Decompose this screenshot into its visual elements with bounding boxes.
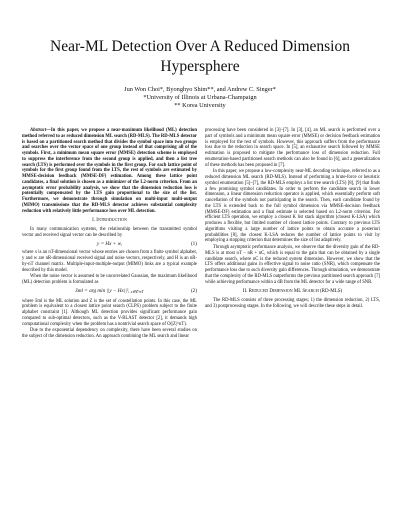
- abstract: [22, 128, 197, 214]
- equation-1: [22, 242, 197, 248]
- intro-paragraph-7: In this paper, we propose a low-complexity near-ML decoding technique, referred to as a reduced dimension ML search (RD-MLS). Instead of performing a brute-force or heuristic symbol enumeration [5]–[7], the RD-MLS employs a list tree search (LTS) [8], [9] that finds a few promising symbol candidates. In order to perform the candidate search in lower dimension, a linear dimension reduction operator is applied, which essentially perform soft cancellation of the symbols not participating in the search. Then, each candidate found by the LTS is extended back to the full symbol dimension via MMSE-decision feedback (MMSE-DF) estimation and a final estimate is selected based on L2-norm criterion. For efficient LTS operation, we employ a closest K list stack algorithm (closest K-LSA) which produces a flexible, but limited number of closest lattice points. Contrary to previous LTS algorithms visiting a large number of lattice points to obtain accurate a posteriori probabilities [8], the closest K-LSA reduces the number of lattice points to visit by employing a stopping criterion that determines the size of list adaptively.: [205, 169, 380, 244]
- section-2-paragraph-1: The RD-MLS consists of three processing stages; 1) the dimension reduction, 2) LTS, and 3) postprocessing stages. In the following, we will describe these steps in detail.: [205, 298, 380, 309]
- intro-paragraph-3: When the noise vector is assumed to be uncorrelated Gaussian, the maximum likelihood (ML) detection problem is formulated as: [22, 274, 197, 285]
- intro-paragraph-8: Through asymptotic performance analysis, we observe that the diversity gain of the RD-MLS is at most nT − nR + nC, which is equal to the gain that can be obtained by a single candidate search, where nC is the reduced system dimension. However, we show that the LTS offers additional gains in effective signal to noise ratio (SNR), which compensate the performance loss due to such diversity gain differences. Through simulation, we demonstrate that the complexity of the RD-MLS outperforms the previous partitioned search approach [7] while achieving performance within a dB from the ML detector for a wide range of SNR.: [205, 245, 380, 285]
- abstract-lead: Abstract: [30, 128, 47, 133]
- intro-paragraph-5: Due to the exponential dependency on complexity, there have been several studies on the subject of the dimension reduction. An approach combining the ML search and linear: [22, 328, 197, 339]
- intro-paragraph-1: In many communication systems, the relationship between the transmitted symbol vector and received signal vector can be described by: [22, 227, 197, 238]
- affiliation-1: *University of Illinois at Urbana-Champaign: [143, 94, 257, 101]
- equation-1-body: y = Hx + w,: [97, 240, 122, 247]
- author-block: [30, 86, 370, 110]
- section-1-heading: I. Introduction: [92, 218, 127, 224]
- equation-2: [22, 289, 197, 296]
- equation-2-body: x̂ml = arg min ||y − Hx||²,: [75, 287, 130, 294]
- equation-2-subscript: x∈Z^nT: [130, 289, 144, 294]
- author-names: Jun Won Choi*, Byonghyo Shim**, and Andrew C. Singer*: [124, 86, 276, 93]
- right-column: [205, 128, 380, 311]
- intro-paragraph-6: processing have been considered in [3]–[7]. In [3], [4], an ML search is performed over a part of symbols and a minimum mean square error (MMSE) or decision feedback estimation is employed for the rest of symbols. However, this approach suffers from the performance loss due to the reduction in search space. In [5], an exhaustive search followed by MMSE estimation is proposed to mitigate the performance loss of dimension reduction. Full enumeration-based partitioned search methods can also be found in [6], and a generalization of these methods has been proposed in [7].: [205, 128, 380, 168]
- paper-title: Near-ML Detection Over A Reduced Dimension Hypersphere: [50, 38, 350, 75]
- equation-2-number: (2): [190, 287, 197, 294]
- abstract-text: —In this paper, we propose a near-maximum likelihood (ML) detection method referred to as reduced dimension ML search (RD-MLS). The RD-MLS detector is based on a partitioned search method that divides the symbol space into two groups and searches over the vector space of one group instead of that comprising all of the symbols. First, a minimum mean square error (MMSE) detection scheme is employed to suppress the interference from the second group is applied, and then a list tree search (LTS) is performed over the symbols in the first group. For each lattice point of symbols for the first group found from the LTS, the rest of symbols are estimated by MMSE-decision feedback (MMSE-DF) estimation. Among these lattice point candidates, a final solution is chosen as a minimizer of the L2-norm criterion. From an asymptotic error probability analysis, we show that the dimension reduction loss is potentially compensated by the LTS gain proportional to the size of the list. Furthermore, we demonstrate through simulation on multi-input multi-output (MIMO) transmissions that the RD-MLS detector achieves substantial complexity reduction with relatively little performance loss over ML detection.: [22, 128, 197, 214]
- intro-paragraph-2: where x is an nT-dimensional vector whose entries are chosen from a finite symbol alphabet, y and w are nR-dimensional received signal and noise vectors, respectively, and H is an nR-by-nT channel matrix. Multiple-input-multiple-output (MIMO) links are a typical example described by this model.: [22, 250, 197, 273]
- equation-1-number: (1): [190, 240, 197, 247]
- intro-paragraph-4: where x̂ml is the ML solution and Z is the set of constellation points. In this case, the ML problem is equivalent to a closest lattice point search (CLPS) problem subject to the finite alphabet constraint [1]. Although ML detection provides significant performance gain compared to sub-optimal detectors, such as the V-BLAST detector [2], it demands high computational complexity when the problem has a nontrivial search space of O(|Z|^nT).: [22, 298, 197, 327]
- left-column: [22, 128, 197, 341]
- section-2-heading: II. Reduced Dimension ML Search (RD-MLS): [242, 289, 343, 295]
- affiliation-2: ** Korea University: [174, 102, 226, 109]
